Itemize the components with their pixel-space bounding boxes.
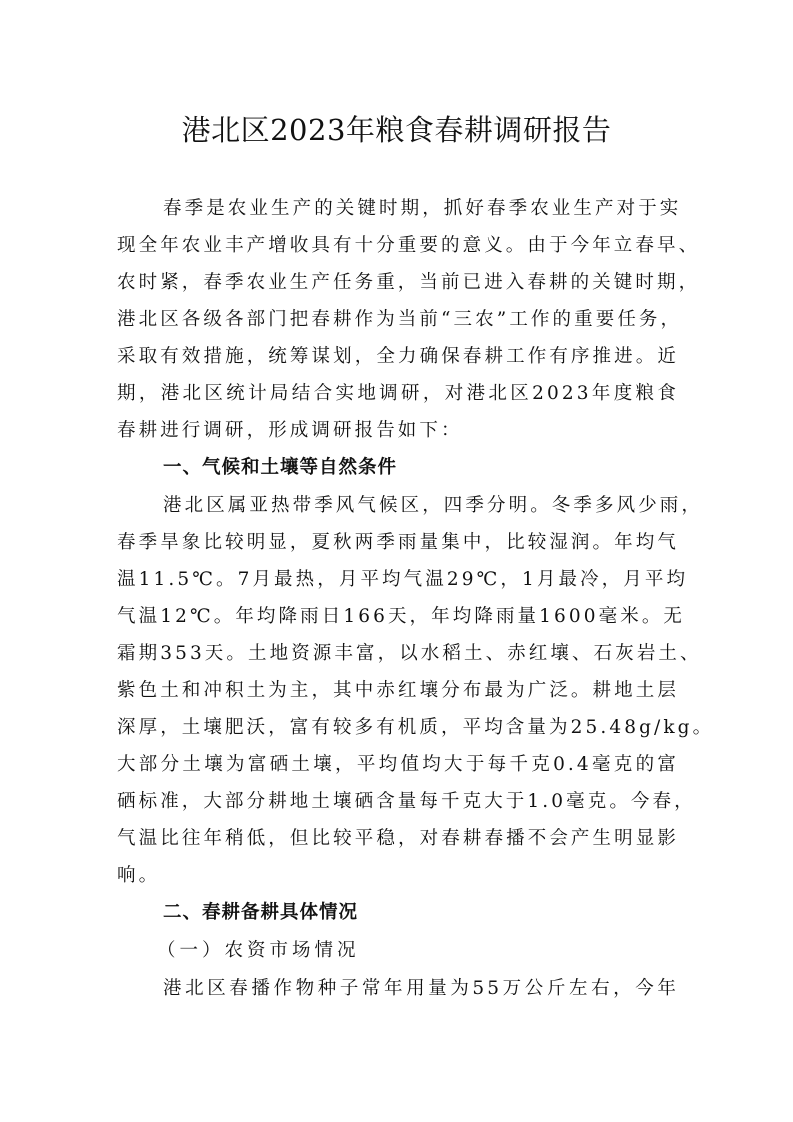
subsection-heading: （一）农资市场情况 [157,940,360,961]
paragraph-line: 霜期353天。土地资源丰富，以水稻土、赤红壤、石灰岩土、 [117,643,702,664]
paragraph-line: 农时紧，春季农业生产任务重，当前已进入春耕的关键时期， [117,272,701,293]
document-body [117,190,715,1007]
paragraph-line: 春季旱象比较明显，夏秋两季雨量集中，比较湿润。年均气 [117,532,679,553]
paragraph-line: 港北区各级各部门把春耕作为当前“三农”工作的重要任务， [117,309,683,330]
paragraph-line: 大部分土壤为富硒土壤，平均值均大于每千克0.4毫克的富 [117,754,679,775]
paragraph-line: 气温比往年稍低，但比较平稳，对春耕春播不会产生明显影 [117,828,679,849]
paragraph-line: 现全年农业丰产增收具有十分重要的意义。由于今年立春早、 [117,235,701,256]
paragraph-line: 硒标准，大部分耕地土壤硒含量每千克大于1.0毫克。今春， [117,791,696,812]
paragraph-line: 气温12℃。年均降雨日166天，年均降雨量1600毫米。无 [117,606,686,627]
paragraph-line: 紫色土和冲积土为主，其中赤红壤分布最为广泛。耕地土层 [117,680,679,701]
paragraph-line: 深厚，土壤肥沃，富有较多有机质，平均含量为25.48g/kg。 [117,717,715,738]
document-title: 港北区2023年粮食春耕调研报告 [181,113,612,147]
paragraph-line: 港北区属亚热带季风气候区，四季分明。冬季多风少雨， [163,495,704,516]
paragraph-line: 响。 [117,865,161,886]
section-heading-1: 一、气候和土壤等自然条件 [163,457,398,478]
paragraph-line: 期，港北区统计局结合实地调研，对港北区2023年度粮食 [117,383,679,404]
paragraph-line: 春耕进行调研，形成调研报告如下： [117,420,463,441]
section-heading-2: 二、春耕备耕具体情况 [163,902,359,923]
paragraph-line: 春季是农业生产的关键时期，抓好春季农业生产对于实 [163,198,682,219]
paragraph-line: 温11.5℃。7月最热，月平均气温29℃，1月最冷，月平均 [117,569,689,590]
paragraph-line: 港北区春播作物种子常年用量为55万公斤左右，今年 [163,978,679,999]
paragraph-line: 采取有效措施，统筹谋划，全力确保春耕工作有序推进。近 [117,346,679,367]
